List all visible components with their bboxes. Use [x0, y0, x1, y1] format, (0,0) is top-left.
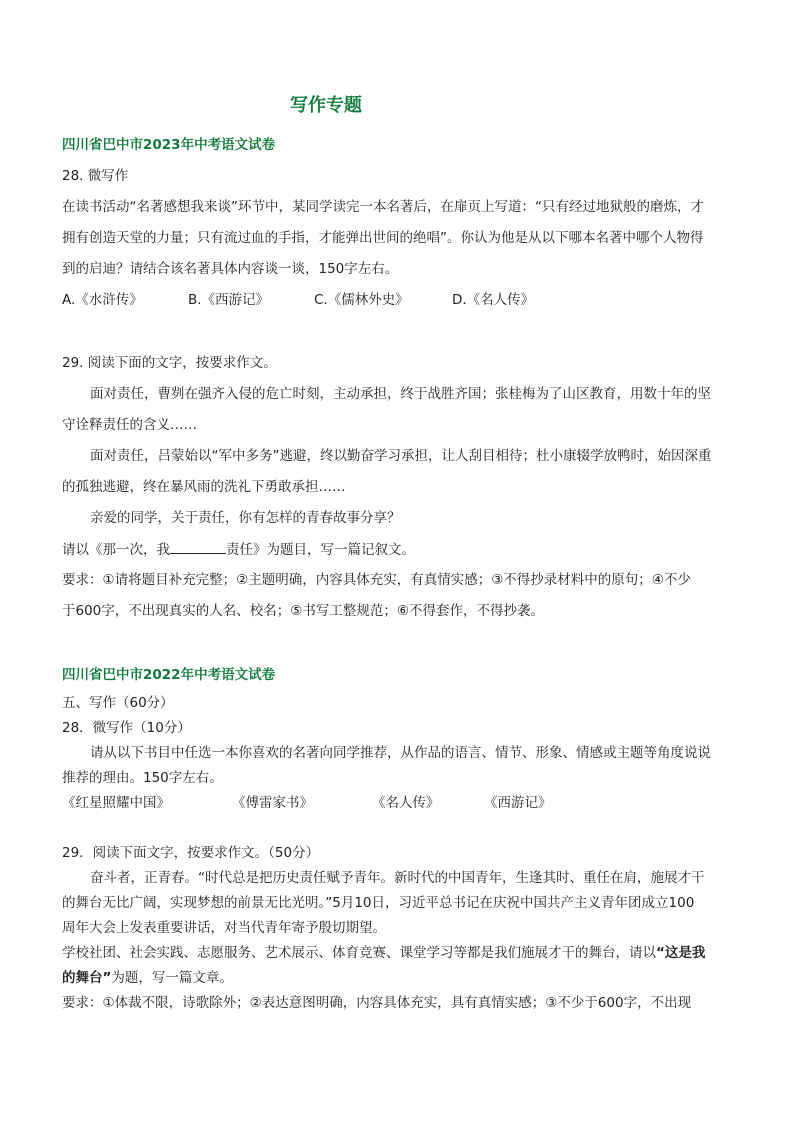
q29-line-1: 面对责任，曹刿在强齐入侵的危亡时刻，主动承担，终于战胜齐国；张桂梅为了山区教育，用数十年的坚 [90, 386, 711, 402]
topic-highlight-start: “这是我 [656, 945, 706, 961]
q29-2022-line-3: 周年大会上发表重要讲话，对当代青年寄予殷切期望。 [62, 920, 386, 936]
topic-highlight-end: 的舞台” [62, 970, 112, 986]
q28-line-1: 在读书活动“名著感想我来谈”环节中，某同学读完一本名著后，在扉页上写道：“只有经过地狱般的磨炼，才 [62, 199, 704, 215]
book-3: 《名人传》 [372, 795, 440, 811]
q29-prompt-start: 请以《那一次，我 [62, 542, 170, 558]
option-d: D.《名人传》 [452, 292, 535, 308]
q29-2022-req: 要求：①体裁不限，诗歌除外；②表达意图明确，内容具体充实，具有真情实感；③不少于600字，不出现 [62, 995, 692, 1011]
q29-2022-line-4-text: 学校社团、社会实践、志愿服务、艺术展示、体育竞赛、课堂学习等都是我们施展才干的舞台，请以 [62, 945, 656, 961]
q29-line-5: 亲爱的同学，关于责任，你有怎样的青春故事分享？ [90, 510, 401, 526]
q28-2022-line-1: 请从以下书目中任选一本你喜欢的名著向同学推荐，从作品的语言、情节、形象、情感或主题等角度说说 [90, 745, 711, 761]
book-1: 《红星照耀中国》 [62, 795, 170, 811]
q29-2022-line-2: 的舞台无比广阔，实现梦想的前景无比光明。”5月10日，习近平总书记在庆祝中国共产主义青年团成立100 [62, 895, 695, 911]
q29-2022-line-4 [62, 944, 705, 962]
q29-prompt [62, 540, 415, 559]
option-b: B.《西游记》 [188, 292, 270, 308]
q29-label-2022: 29．阅读下面文字，按要求作文。（50分） [62, 845, 320, 861]
section-writing: 五、写作（60分） [62, 695, 174, 711]
q29-label-2023: 29. 阅读下面的文字，按要求作文。 [62, 355, 277, 371]
q29-line-2: 守诠释责任的含义…… [62, 417, 197, 433]
book-4: 《西游记》 [484, 795, 552, 811]
option-c: C.《儒林外史》 [314, 292, 409, 308]
q29-line-4: 的孤独逃避，终在暴风雨的洗礼下勇敢承担…… [62, 479, 346, 495]
section-heading-2023: 四川省巴中市2023年中考语文试卷 [62, 137, 276, 153]
page-title: 写作专题 [290, 95, 362, 116]
q28-label-2023: 28. 微写作 [62, 168, 129, 184]
q28-2022-line-2: 推荐的理由。150字左右。 [62, 770, 223, 786]
option-a: A.《水浒传》 [62, 292, 143, 308]
q29-prompt-end: 责任》为题目，写一篇记叙文。 [226, 542, 415, 558]
q28-line-2: 拥有创造天堂的力量；只有流过血的手指，才能弹出世间的绝唱”。你认为他是从以下哪本名著中哪个人物得 [62, 230, 704, 246]
section-heading-2022: 四川省巴中市2022年中考语文试卷 [62, 667, 276, 683]
q29-req-2: 于600字，不出现真实的人名、校名；⑤书写工整规范；⑥不得套作，不得抄袭。 [62, 603, 544, 619]
q29-line-3: 面对责任，吕蒙始以“军中多务”逃避，终以勤奋学习承担，让人刮目相待；杜小康辍学放鸭时，始因深重 [90, 448, 712, 464]
fill-blank [170, 540, 226, 554]
q28-label-2022: 28．微写作（10分） [62, 720, 191, 736]
q29-req-1: 要求：①请将题目补充完整；②主题明确，内容具体充实，有真情实感；③不得抄录材料中的原句；④不少 [62, 572, 691, 588]
q28-line-3: 到的启迪？请结合该名著具体内容谈一谈，150字左右。 [62, 261, 399, 277]
q29-2022-line-5 [62, 969, 233, 987]
q29-2022-line-5-text: 为题，写一篇文章。 [111, 970, 233, 986]
book-2: 《傅雷家书》 [232, 795, 313, 811]
q29-2022-line-1: 奋斗者，正青春。“时代总是把历史责任赋予青年。新时代的中国青年，生逢其时、重任在肩，施展才干 [90, 870, 705, 886]
